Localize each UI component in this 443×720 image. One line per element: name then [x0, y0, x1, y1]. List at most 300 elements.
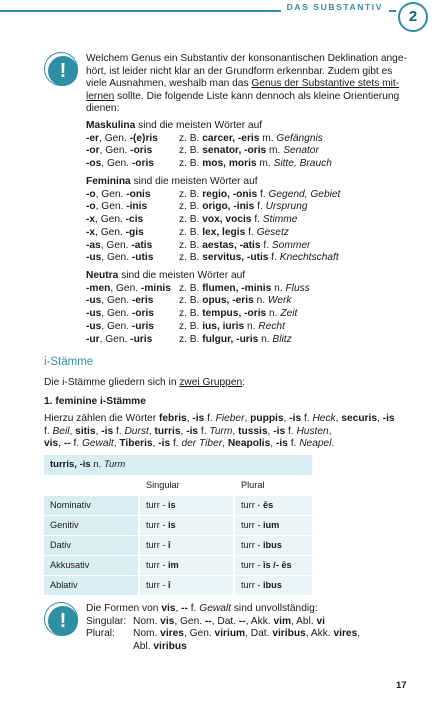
ending-row — [86, 145, 416, 158]
text-run: , — [244, 413, 251, 424]
gender-abbr: n. — [266, 308, 281, 320]
example-cell — [179, 133, 323, 146]
text-run: , — [222, 438, 228, 450]
text-run: Abl. — [133, 640, 154, 652]
case-name: Genitiv — [44, 516, 138, 535]
case-name: Akkusativ — [44, 556, 138, 575]
gender-label: Maskulina — [86, 120, 136, 131]
nominative-ending: -x — [86, 226, 96, 238]
text-run: Hierzu zählen die Wörter — [44, 413, 159, 424]
text-run: f. — [44, 425, 53, 437]
gender-abbr: n. — [271, 282, 286, 294]
text: , Gen. — [101, 320, 132, 332]
text: z. B. — [179, 308, 203, 320]
example-cell — [179, 227, 289, 240]
chapter-number-badge: 2 — [398, 2, 428, 32]
translation: Gesetz — [256, 226, 289, 238]
text-run: Gewalt — [81, 438, 114, 450]
forms — [133, 616, 325, 629]
ending-cell — [86, 201, 179, 214]
text-run: , — [95, 425, 102, 437]
table-header-row — [44, 476, 312, 496]
text-run: , Akk. — [245, 615, 274, 627]
example-word: tempus, -oris — [202, 308, 267, 320]
text: sind die meisten Wörter auf — [130, 176, 258, 187]
translation: Ursprung — [265, 201, 308, 213]
group-heading — [86, 176, 416, 189]
plural-form — [233, 496, 312, 515]
text-run: -is — [158, 438, 171, 450]
singular-form — [138, 576, 233, 595]
nominative-ending: -or — [86, 145, 100, 157]
ending: īs /- ēs — [262, 560, 292, 570]
genitive-ending: -oris — [131, 158, 154, 170]
text-run: f. — [287, 438, 300, 450]
text-run: , — [377, 413, 383, 424]
table-corner — [44, 476, 138, 495]
nominative-ending: -us — [86, 320, 102, 332]
ending-row — [86, 295, 416, 308]
ending-row — [86, 283, 416, 296]
table-row — [44, 576, 312, 596]
example-cell — [179, 295, 292, 308]
nominative-ending: -ur — [86, 333, 100, 345]
nominative-ending: -os — [86, 158, 102, 170]
text: viele Ausnahmen, weshalb man das — [86, 78, 252, 90]
text: z. B. — [179, 188, 203, 200]
text-run: f. — [204, 413, 216, 424]
translation: Fluss — [285, 282, 310, 294]
running-header — [0, 0, 443, 34]
stem: turr - — [241, 500, 263, 510]
text-run: , — [148, 425, 155, 437]
text-run: , Gen. — [174, 615, 205, 627]
text-run: vires — [160, 628, 184, 640]
ending-cell — [86, 308, 179, 321]
text-run: -is — [275, 438, 288, 450]
text-run: -is — [101, 425, 114, 437]
example-cell — [179, 283, 310, 296]
nominative-ending: -us — [86, 252, 102, 264]
ending-cell — [86, 145, 179, 158]
singular-form — [138, 496, 233, 515]
text: , Gen. — [101, 158, 132, 170]
genitive-ending: -uris — [131, 320, 154, 332]
text: sollte. Die folgende Liste kann dennoch als kleine Orientierung — [114, 90, 400, 102]
ending-cell — [86, 240, 179, 253]
table-caption — [44, 455, 312, 476]
ending-cell — [86, 252, 179, 265]
ending-cell — [86, 321, 179, 334]
text: , Gen. — [99, 333, 131, 345]
gender-abbr: m. — [266, 145, 284, 157]
ending-cell — [86, 133, 179, 146]
exclamation-icon: ! — [48, 56, 78, 86]
text-run: der Tiber — [181, 438, 223, 450]
subsection-heading: 1. feminine i-Stämme — [44, 396, 146, 407]
cross-reference-link[interactable]: zwei Gruppen — [179, 377, 243, 388]
text: , Gen. — [101, 252, 132, 264]
gender-abbr: m. — [256, 158, 274, 170]
example-word: opus, -eris — [202, 295, 254, 307]
case-name: Dativ — [44, 536, 138, 555]
plural-form — [233, 576, 312, 595]
text: , Gen. — [99, 145, 131, 157]
example-word: servitus, -utis — [202, 252, 269, 264]
text-run: vis — [161, 603, 176, 614]
note-line — [86, 603, 416, 616]
singular-form — [138, 516, 233, 535]
text: z. B. — [179, 201, 203, 213]
column-header-singular: Singular — [138, 476, 233, 495]
genitive-ending: -cis — [125, 214, 144, 226]
text-run: f. — [198, 425, 210, 437]
text-run: -- — [181, 603, 188, 614]
ending-row — [86, 321, 416, 334]
genitive-ending: -minis — [140, 282, 171, 294]
ending-row — [86, 133, 416, 146]
stem: turr - — [146, 560, 168, 570]
text-run: f. — [187, 603, 200, 614]
text-run: , — [335, 413, 342, 424]
translation: Knechtschaft — [279, 252, 339, 264]
translation: Sitte, Brauch — [273, 158, 332, 170]
text-run: vi — [316, 615, 325, 627]
text-run: vis — [160, 615, 175, 627]
plural-form — [233, 516, 312, 535]
genitive-ending: -gis — [125, 226, 144, 238]
note-line: hört, ist leider nicht klar an der Grundform erkennbar. Zudem gibt es — [86, 65, 393, 77]
exclamation-icon: ! — [48, 606, 78, 636]
gender-group-feminine — [86, 176, 416, 265]
nominative-ending: -er — [86, 132, 100, 144]
genitive-ending: -eris — [131, 295, 154, 307]
text-run: sitis — [75, 425, 96, 437]
case-name: Ablativ — [44, 576, 138, 595]
example-word: lex, legis — [202, 226, 246, 238]
translation: Gefängnis — [276, 132, 323, 144]
text-run: Tiberis — [119, 438, 153, 450]
paragraph-line — [44, 426, 424, 439]
stem: turr - — [146, 540, 168, 550]
example-cell — [179, 201, 308, 214]
stem: turr - — [146, 580, 168, 590]
text-run: f. — [70, 438, 82, 450]
text-run: -is — [192, 413, 205, 424]
forms — [133, 628, 360, 641]
caption-ending: , -is — [74, 459, 91, 470]
note-line — [86, 641, 416, 654]
example-cell — [179, 240, 310, 253]
table-row — [44, 496, 312, 516]
table-row — [44, 516, 312, 536]
text-run: , — [58, 438, 64, 450]
text: , Gen. — [95, 201, 127, 213]
group-heading — [86, 120, 416, 133]
note-line — [86, 91, 416, 104]
genitive-ending: -utis — [131, 252, 154, 264]
gender-abbr: f. — [268, 252, 280, 264]
ending-cell — [86, 189, 179, 202]
text-run: , — [357, 628, 361, 640]
text-run: , — [69, 425, 76, 437]
translation: Recht — [258, 320, 285, 332]
text: , Gen. — [101, 295, 132, 307]
ending-cell — [86, 334, 179, 347]
translation: Stimme — [262, 214, 298, 226]
gender-abbr: f. — [257, 188, 269, 200]
example-cell — [179, 321, 285, 334]
example-cell — [179, 214, 297, 227]
table-row — [44, 536, 312, 556]
caption-gloss: Turm — [103, 459, 126, 470]
text-run: viribus — [153, 640, 187, 652]
text: , Gen. — [110, 282, 141, 294]
example-cell — [179, 145, 319, 158]
text: z. B. — [179, 333, 203, 345]
text-run: f. — [285, 425, 297, 437]
text-run: Husten — [296, 425, 329, 437]
text-run: , — [186, 413, 193, 424]
text: : — [242, 377, 246, 388]
text-run: -- — [204, 615, 212, 627]
example-word: vox, vocis — [202, 214, 252, 226]
text-run: sind unvollständig: — [231, 603, 318, 614]
ending: ium — [262, 520, 280, 530]
gender-group-neuter — [86, 270, 416, 346]
text-run: -is — [289, 413, 302, 424]
ending: ibus — [262, 540, 282, 550]
example-word: flumen, -minis — [202, 282, 272, 294]
ending-row — [86, 334, 416, 347]
ending: is — [167, 500, 176, 510]
column-header-plural: Plural — [233, 476, 312, 495]
text: , Gen. — [95, 188, 127, 200]
ending-cell — [86, 283, 179, 296]
paragraph-line — [44, 438, 424, 451]
ending: im — [167, 560, 179, 570]
example-cell — [179, 189, 340, 202]
gender-label: Neutra — [86, 270, 119, 281]
translation: Werk — [267, 295, 292, 307]
gender-group-masculine — [86, 120, 416, 171]
section-intro — [44, 377, 245, 390]
ending-row — [86, 189, 416, 202]
nominative-ending: -us — [86, 308, 102, 320]
example-word: ius, iuris — [202, 320, 245, 332]
gender-abbr: f. — [254, 201, 266, 213]
text-run: -is — [382, 413, 395, 424]
ending-row — [86, 252, 416, 265]
text: , Gen. — [99, 132, 130, 144]
text: z. B. — [179, 158, 203, 170]
text: z. B. — [179, 226, 203, 238]
section-paragraph — [44, 413, 424, 451]
note-line — [86, 616, 416, 629]
text-run: Turm — [209, 425, 233, 437]
nominative-ending: -us — [86, 295, 102, 307]
text-run: , Dat. — [245, 628, 273, 640]
text: , Gen. — [101, 308, 132, 320]
nominative-ending: -o — [86, 201, 96, 213]
case-name: Nominativ — [44, 496, 138, 515]
gender-abbr: f. — [245, 226, 257, 238]
text-run: , — [180, 425, 187, 437]
ending: ī — [167, 580, 171, 590]
example-cell — [179, 252, 339, 265]
ending-row — [86, 201, 416, 214]
example-word: carcer, -eris — [202, 132, 260, 144]
text-run: , Abl. — [291, 615, 317, 627]
note-line — [86, 628, 416, 641]
gender-abbr: n. — [258, 333, 273, 345]
text-run: Neapolis — [227, 438, 271, 450]
ending-row — [86, 214, 416, 227]
gender-abbr: f. — [260, 239, 272, 251]
genitive-ending: -(e)ris — [129, 132, 158, 144]
stem: turr - — [241, 560, 263, 570]
text-run: vis — [44, 438, 59, 450]
note-line: dienen: — [86, 103, 120, 115]
stem: turr - — [146, 520, 168, 530]
text-run: , — [175, 603, 182, 614]
text-run: tussis — [238, 425, 268, 437]
stem: turr - — [146, 500, 168, 510]
ending-cell — [86, 214, 179, 227]
ending: ī — [167, 540, 171, 550]
text-run: , — [270, 438, 276, 450]
text-run: , — [113, 438, 120, 450]
translation: Blitz — [272, 333, 292, 345]
ending-cell — [86, 158, 179, 171]
text: z. B. — [179, 214, 203, 226]
nominative-ending: -o — [86, 188, 96, 200]
translation: Zeit — [280, 308, 298, 320]
example-word: regio, -onis — [202, 188, 258, 200]
singular-form — [138, 536, 233, 555]
paragraph-line — [44, 413, 424, 426]
text-run: f. — [113, 425, 125, 437]
text-run: Neapel — [299, 438, 332, 450]
text: Die i-Stämme gliedern sich in — [44, 377, 180, 388]
text-run: f. — [170, 438, 182, 450]
text-run: turris — [154, 425, 181, 437]
nominative-ending: -x — [86, 214, 96, 226]
translation: Sommer — [271, 239, 311, 251]
text: z. B. — [179, 239, 203, 251]
text-run: Nom. — [133, 628, 161, 640]
text-run: virium — [214, 628, 246, 640]
note-line — [86, 78, 416, 91]
number-label: Plural: — [86, 628, 115, 640]
text-run: vim — [273, 615, 292, 627]
forms — [133, 641, 187, 652]
gender-abbr: n. — [244, 320, 259, 332]
gender-label: Feminina — [86, 176, 131, 187]
genitive-ending: -atis — [131, 239, 153, 251]
page-number: 17 — [396, 680, 407, 691]
text-run: puppis — [250, 413, 284, 424]
text-run: Nom. — [133, 615, 161, 627]
ending: is — [167, 520, 176, 530]
gender-abbr: m. — [259, 132, 277, 144]
genitive-ending: -oris — [131, 308, 154, 320]
example-cell — [179, 308, 297, 321]
text-run: -is — [273, 425, 286, 437]
example-word: mos, moris — [202, 158, 257, 170]
text-run: vires — [333, 628, 358, 640]
genitive-ending: -onis — [126, 188, 151, 200]
text-run: , — [328, 425, 332, 437]
stem: turr - — [241, 580, 263, 590]
caption-word: turris — [50, 459, 75, 470]
text: z. B. — [179, 252, 203, 264]
genitive-ending: -uris — [130, 333, 153, 345]
gender-abbr: n. — [253, 295, 268, 307]
text-run: f. — [301, 413, 313, 424]
cross-reference-link[interactable]: lernen — [86, 90, 115, 102]
text-run: . — [331, 438, 335, 450]
text: sind die meisten Wörter auf — [135, 120, 263, 131]
text-run: febris — [158, 413, 187, 424]
cross-reference-link[interactable]: Genus der Substantive stets mit- — [251, 78, 400, 90]
example-word: aestas, -atis — [202, 239, 261, 251]
ending-row — [86, 227, 416, 240]
text-run: Beil — [52, 425, 70, 437]
example-cell — [179, 158, 332, 171]
declension-table — [44, 455, 312, 596]
table-row — [44, 556, 312, 576]
example-word: senator, -oris — [202, 145, 267, 157]
ending-cell — [86, 295, 179, 308]
genitive-ending: -oris — [130, 145, 153, 157]
text: z. B. — [179, 132, 203, 144]
nominative-ending: -as — [86, 239, 101, 251]
ending: ēs — [262, 500, 274, 510]
translation: Senator — [283, 145, 319, 157]
text-run: -- — [63, 438, 71, 450]
text-run: Fieber — [215, 413, 245, 424]
plural-form — [233, 556, 312, 575]
text-run: , — [267, 425, 274, 437]
text-run: , — [283, 413, 290, 424]
text-run: Durst — [124, 425, 149, 437]
nominative-ending: -men — [86, 282, 111, 294]
example-word: fulgur, -uris — [202, 333, 259, 345]
note-paragraph — [86, 603, 416, 653]
text-run: -- — [238, 615, 246, 627]
text-run: -is — [186, 425, 199, 437]
section-heading: i-Stämme — [44, 356, 94, 368]
example-cell — [179, 334, 292, 347]
text-run: , Dat. — [211, 615, 239, 627]
gender-abbr: f. — [251, 214, 263, 226]
ending-row — [86, 158, 416, 171]
text-run: Heck — [312, 413, 336, 424]
stem: turr - — [241, 540, 263, 550]
ending: ibus — [262, 580, 282, 590]
example-word: origo, -inis — [202, 201, 255, 213]
group-heading — [86, 270, 416, 283]
ending-cell — [86, 227, 179, 240]
text-run: Die Formen von — [86, 603, 162, 614]
translation: Gegend, Gebiet — [268, 188, 341, 200]
text: sind die meisten Wörter auf — [118, 270, 246, 281]
ending-row — [86, 308, 416, 321]
text: , Gen. — [100, 239, 132, 251]
number-label: Singular: — [86, 615, 127, 627]
caption-gender: n. — [90, 459, 104, 470]
